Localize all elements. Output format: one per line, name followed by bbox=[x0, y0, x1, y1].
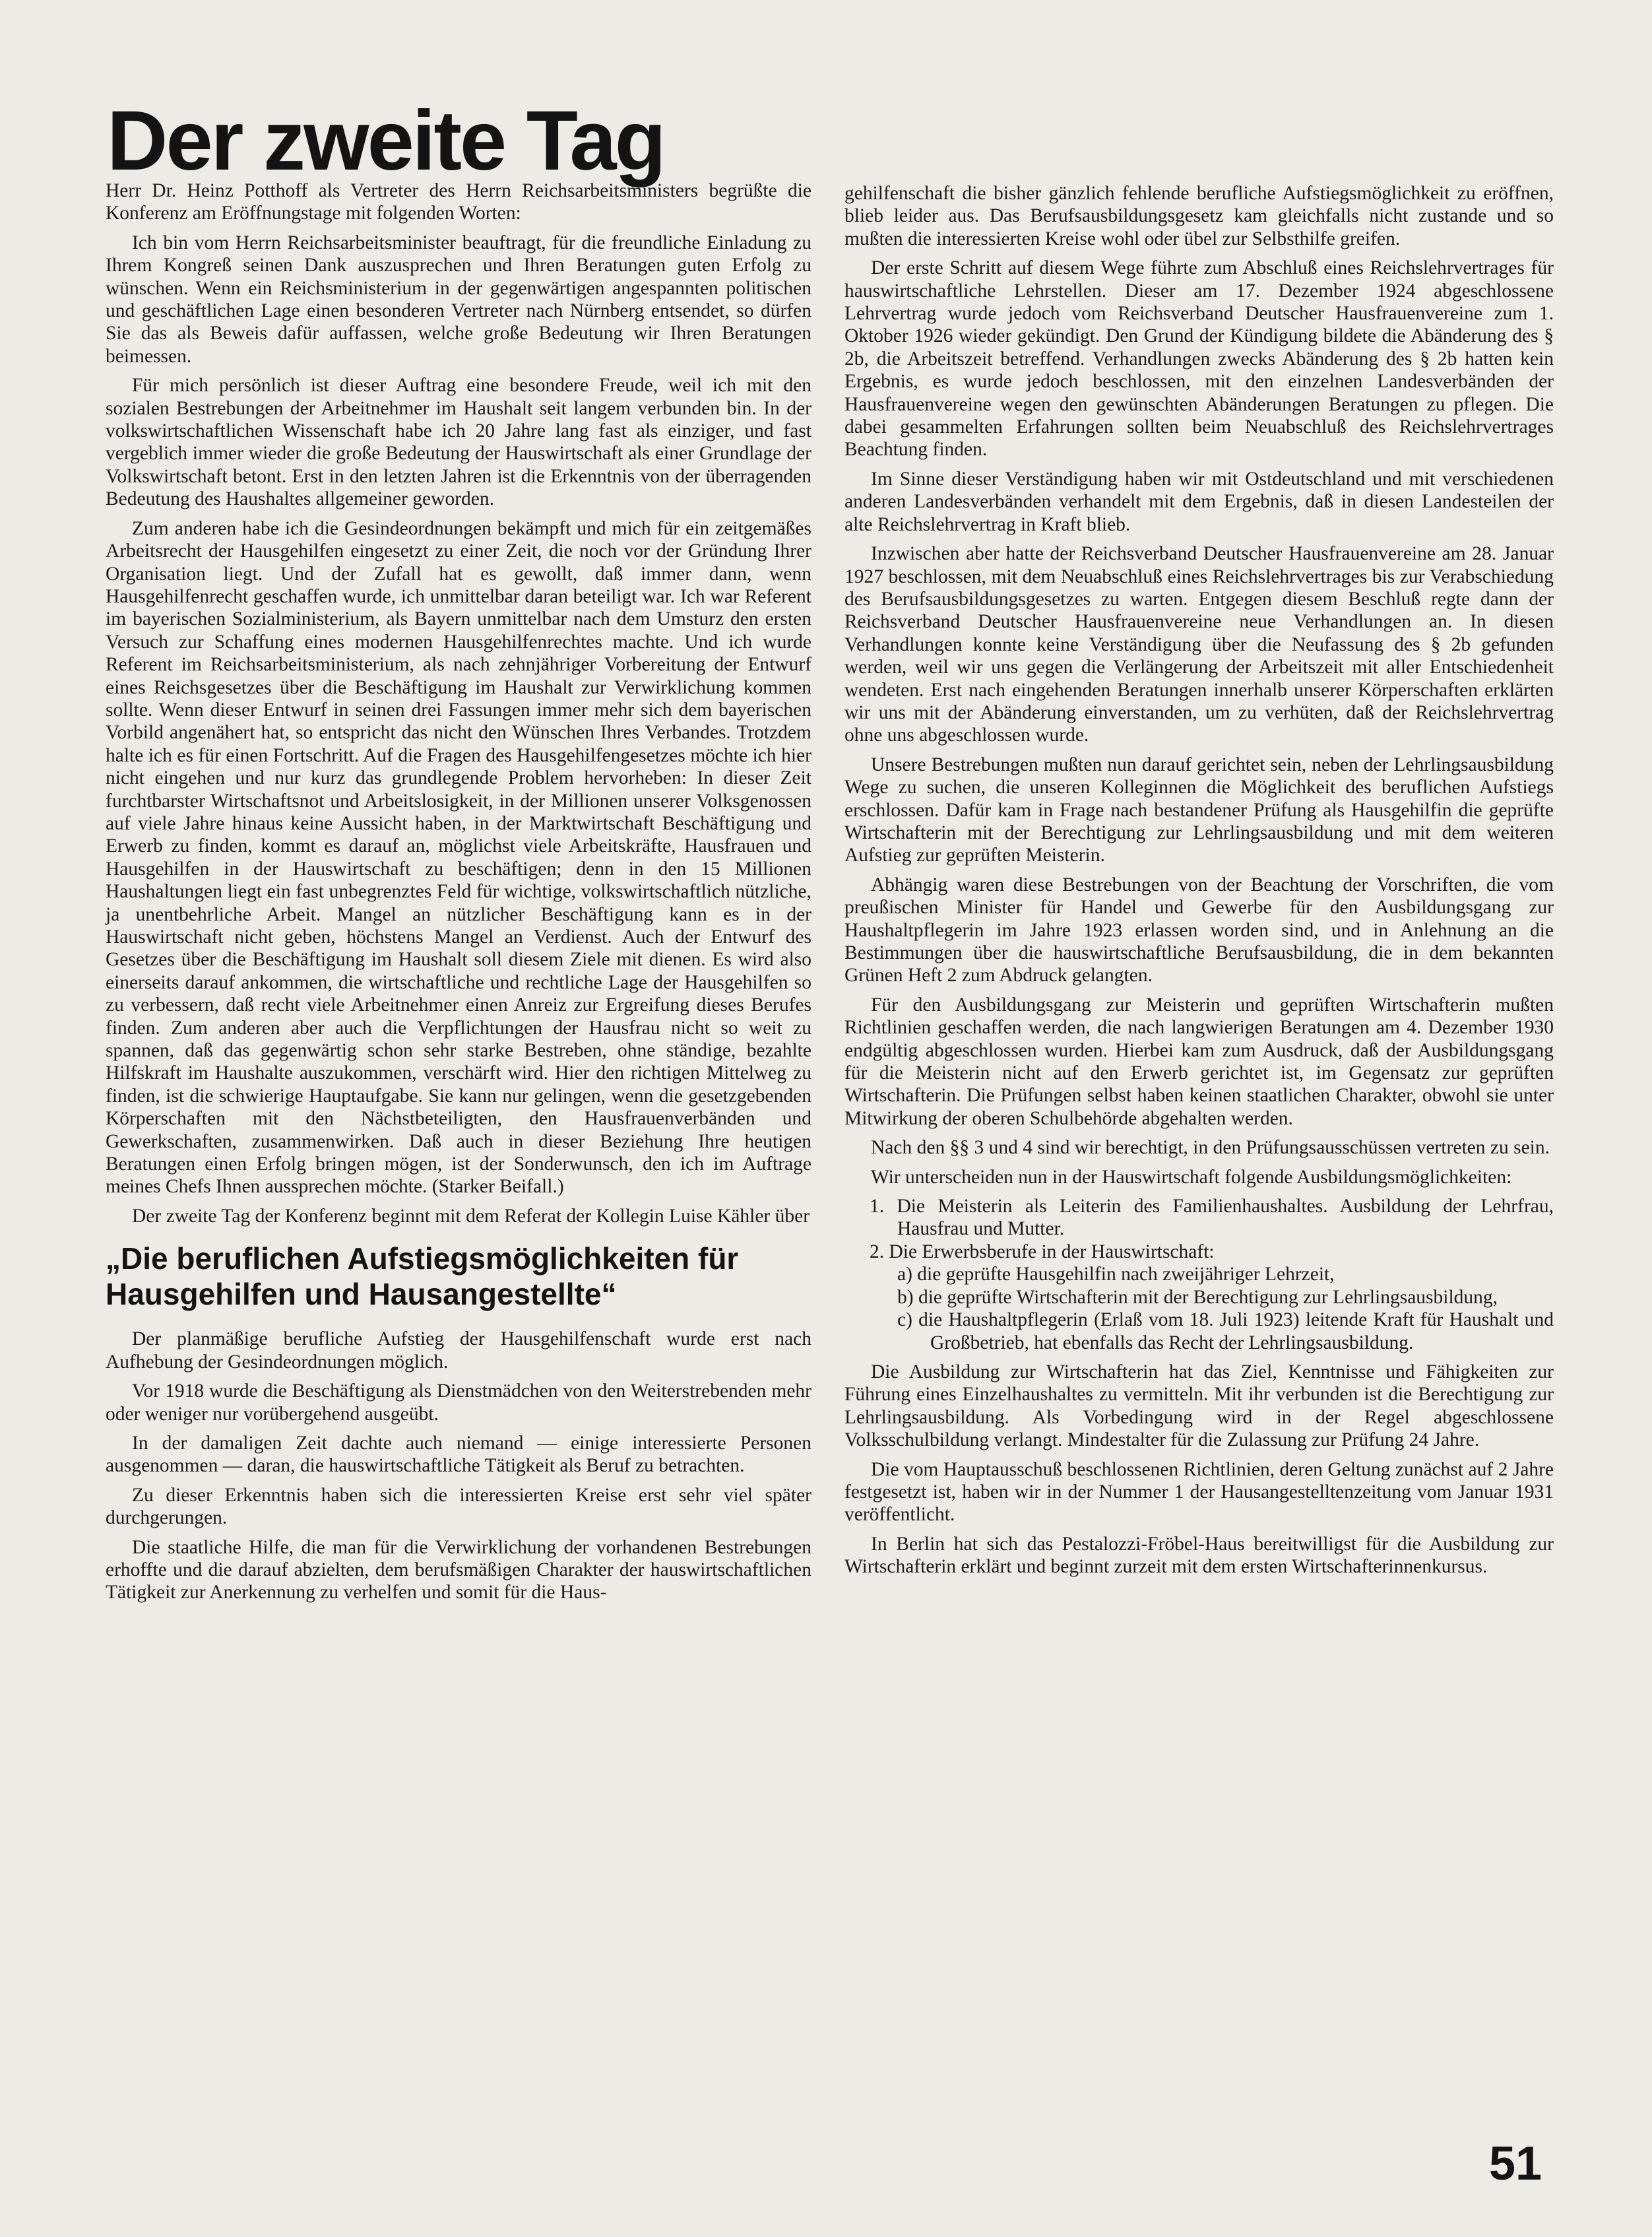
body-paragraph: Vor 1918 wurde die Beschäftigung als Dienstmädchen von den Weiterstrebenden mehr oder weniger nur vorübergehend ausgeübt. bbox=[106, 1380, 811, 1425]
body-paragraph: Abhängig waren diese Bestrebungen von der Beachtung der Vorschriften, die vom preußischen Minister für Handel und Gewerbe für den Ausbildungsgang zur Haushaltpflegerin im Jahre 1923 erlassen worden sind, und in Anlehnung an die Bestimmungen über die hauswirtschaftliche Berufsausbildung, die in dem bekannten Grünen Heft 2 zum Abdruck gelangten. bbox=[844, 874, 1554, 987]
left-column bbox=[106, 179, 811, 1611]
body-paragraph: Wir unterscheiden nun in der Hauswirtschaft folgende Ausbildungsmöglichkeiten: bbox=[871, 1166, 1512, 1188]
body-paragraph: Unsere Bestrebungen mußten nun darauf gerichtet sein, neben der Lehrlingsausbildung Wege zu suchen, die unseren Kolleginnen die Möglichkeit des beruflichen Aufstiegs erschlossen. Dafür kam in Frage nach bestandener Prüfung als Hausgehilfin die geprüfte Wirtschafterin mit der Berechtigung zur Lehrlingsausbildung und mit dem weiteren Aufstieg zur geprüften Meisterin. bbox=[844, 754, 1554, 866]
list-item: 1. Die Meisterin als Leiterin des Familienhaushaltes. Ausbildung der Lehrfrau, Hausfrau und Mutter. bbox=[870, 1196, 1554, 1240]
body-paragraph: Für den Ausbildungsgang zur Meisterin und geprüften Wirtschafterin mußten Richtlinien geschaffen werden, die nach langwierigen Beratungen am 4. Dezember 1930 endgültig abgeschlossen wurden. Hierbei kam zum Ausdruck, daß der Ausbildungsgang für die Meisterin nicht auf den Erwerb gerichtet ist, im Gegensatz zur geprüften Wirtschafterin. Die Prüfungen selbst haben keinen staatlichen Charakter, obwohl sie unter Mitwirkung der oberen Schulbehörde abgehalten werden. bbox=[844, 994, 1554, 1129]
body-paragraph: Inzwischen aber hatte der Reichsverband Deutscher Hausfrauenvereine am 28. Januar 1927 beschlossen, mit dem Neuabschluß eines Reichslehrvertrages bis zur Verabschiedung des Berufsausbildungsgesetzes zu warten. Entgegen diesem Beschluß regte dann der Reichsverband Deutscher Hausfrauenvereine neue Verhandlungen an. In diesen Verhandlungen konnte keine Verständigung über die Neufassung des § 2b gefunden werden, weil wir uns gegen die Verlängerung der Arbeitszeit mit aller Entschiedenheit wendeten. Erst nach eingehenden Beratungen innerhalb unserer Körperschaften erklärten wir uns mit der Abänderung einverstanden, um zu verhüten, daß der Reichslehrvertrag ohne uns abgeschlossen wurde. bbox=[844, 543, 1554, 746]
sub-list-item: b) die geprüfte Wirtschafterin mit der Berechtigung zur Lehrlingsausbildung, bbox=[897, 1286, 1498, 1308]
speech-paragraph: Für mich persönlich ist dieser Auftrag eine besondere Freude, weil ich mit den sozialen Bestrebungen der Arbeitnehmer im Haushalt seit langem verbunden bin. In der volkswirtschaftlichen Wissenschaft habe ich 20 Jahre lang fast als einziger, und fast vergeblich immer wieder die große Bedeutung der Hauswirtschaft als einer Grundlage der Volkswirtschaft betont. Erst in den letzten Jahren ist die Erkenntnis von der überragenden Bedeutung des Haushaltes allgemeiner geworden. bbox=[106, 375, 811, 510]
body-paragraph: Zu dieser Erkenntnis haben sich die interessierten Kreise erst sehr viel später durchgerungen. bbox=[106, 1484, 811, 1529]
page-number: 51 bbox=[1489, 2137, 1542, 2190]
intro-paragraph: Herr Dr. Heinz Potthoff als Vertreter des Herrn Reichsarbeitsministers begrüßte die Konferenz am Eröffnungstage mit folgenden Worten: bbox=[106, 180, 811, 224]
continued-paragraph: gehilfenschaft die bisher gänzlich fehlende berufliche Aufstiegsmöglichkeit zu eröffnen, blieb leider aus. Das Berufsausbildungsgesetz kam gleichfalls nicht zustande und so mußten die interessierten Kreise wohl oder übel zur Selbsthilfe greifen. bbox=[844, 183, 1554, 249]
body-paragraph: Im Sinne dieser Verständigung haben wir mit Ostdeutschland und mit verschiedenen anderen Landesverbänden verhandelt mit dem Ergebnis, daß in diesen Landesteilen der alte Reichslehrvertrag in Kraft blieb. bbox=[844, 468, 1554, 535]
section-subheadline: „Die beruflichen Aufstiegsmöglichkeiten für Hausgehilfen und Hausangestellte“ bbox=[106, 1241, 739, 1312]
body-paragraph: Der planmäßige berufliche Aufstieg der Hausgehilfenschaft wurde erst nach Aufhebung der Gesindeordnungen möglich. bbox=[106, 1328, 811, 1373]
sub-list-item: c) die Haushaltpflegerin (Erlaß vom 18. Juli 1923) leitende Kraft für Haushalt und Großbetrieb, hat ebenfalls das Recht der Lehrlingsausbildung. bbox=[897, 1309, 1554, 1353]
article-headline: Der zweite Tag bbox=[107, 94, 664, 188]
body-paragraph: In der damaligen Zeit dachte auch niemand — einige interessierte Personen ausgenommen — daran, die hauswirtschaftliche Tätigkeit als Beruf zu betrachten. bbox=[106, 1432, 811, 1477]
body-paragraph: Der erste Schritt auf diesem Wege führte zum Abschluß eines Reichslehrvertrages für hauswirtschaftliche Lehrstellen. Dieser am 17. Dezember 1924 abgeschlossene Lehrvertrag wurde jedoch vom Reichsverband Deutscher Hausfrauenvereine zum 1. Oktober 1926 wieder gekündigt. Den Grund der Kündigung bildete die Abänderung des § 2b, die Arbeitszeit betreffend. Verhandlungen zwecks Abänderung des § 2b hatten kein Ergebnis, es wurde jedoch beschlossen, mit den einzelnen Landesverbänden der Hausfrauenvereine wegen den gewünschten Abänderungen Beratungen zu pflegen. Die dabei gesammelten Erfahrungen sollten beim Neuabschluß des Reichslehrvertrages Beachtung finden. bbox=[844, 257, 1554, 461]
body-paragraph: Die vom Hauptausschuß beschlossenen Richtlinien, deren Geltung zunächst auf 2 Jahre festgesetzt ist, haben wir in der Nummer 1 der Hausangestelltenzeitung vom Januar 1931 veröffentlicht. bbox=[844, 1458, 1554, 1526]
body-paragraph: Die staatliche Hilfe, die man für die Verwirklichung der vorhandenen Bestrebungen erhoffte und die darauf abzielten, dem berufsmäßigen Charakter der hauswirtschaftlichen Tätigkeit zur Anerkennung zu verhelfen und somit für die Haus- bbox=[106, 1536, 811, 1604]
training-options-list bbox=[844, 1195, 1554, 1354]
body-paragraph: In Berlin hat sich das Pestalozzi-Fröbel-Haus bereitwilligst für die Ausbildung zur Wirtschafterin erklärt und beginnt zurzeit mit dem ersten Wirtschafterinnenkursus. bbox=[844, 1533, 1554, 1578]
list-item: 2. Die Erwerbsberufe in der Hauswirtschaft: bbox=[870, 1241, 1215, 1262]
sub-list-item: a) die geprüfte Hausgehilfin nach zweijähriger Lehrzeit, bbox=[897, 1264, 1335, 1285]
speech-paragraph: Ich bin vom Herrn Reichsarbeitsminister beauftragt, für die freundliche Einladung zu Ihrem Kongreß seinen Dank auszusprechen und Ihren Beratungen guten Erfolg zu wünschen. Wenn ein Reichsministerium in der gegenwärtigen angespannten politischen und geschäftlichen Lage einen besonderen Vertreter nach Nürnberg entsendet, so dürfen Sie das als Beweis dafür auffassen, welche große Bedeutung wir Ihren Beratungen beimessen. bbox=[106, 232, 811, 367]
transition-paragraph: Der zweite Tag der Konferenz beginnt mit dem Referat der Kollegin Luise Kähler über bbox=[132, 1205, 810, 1227]
right-column bbox=[844, 182, 1554, 1585]
body-paragraph: Die Ausbildung zur Wirtschafterin hat das Ziel, Kenntnisse und Fähigkeiten zur Führung eines Einzelhaushaltes zu vermitteln. Mit ihr verbunden ist die Berechtigung zur Lehrlingsausbildung. Als Vorbedingung wird in der Regel abgeschlossene Volksschulbildung verlangt. Mindestalter für die Zulassung zur Prüfung 24 Jahre. bbox=[844, 1361, 1554, 1451]
speech-paragraph: Zum anderen habe ich die Gesindeordnungen bekämpft und mich für ein zeitgemäßes Arbeitsrecht der Hausgehilfen eingesetzt zu einer Zeit, die noch vor der Gründung Ihrer Organisation liegt. Und der Zufall hat es gewollt, daß immer dann, wenn Hausgehilfenrecht geschaffen wurde, ich unmittelbar daran beteiligt war. Ich war Referent im bayerischen Sozialministerium, als Bayern unmittelbar nach dem Umsturz den ersten Versuch zur Schaffung eines modernen Hausgehilfenrechtes machte. Und ich wurde Referent im Reichsarbeitsministerium, als nach zehnjähriger Vorbereitung der Entwurf eines Reichsgesetzes über die Beschäftigung im Haushalt zur Verwirklichung kommen sollte. Wenn dieser Entwurf in seinen drei Fassungen immer mehr sich dem bayerischen Vorbild angenähert hat, so entspricht das nicht den Wünschen Ihres Verbandes. Trotzdem halte ich es für einen Fortschritt. Auf die Fragen des Hausgehilfengesetzes möchte ich hier nicht eingehen und nur kurz das grundlegende Problem hervorheben: In dieser Zeit furchtbarster Wirtschaftsnot und Arbeitslosigkeit, in der Millionen unserer Volksgenossen auf viele Jahre hinaus keine Aussicht haben, in der Marktwirtschaft Beschäftigung und Erwerb zu finden, kommt es darauf an, möglichst viele Arbeitskräfte, Hausfrauen und Hausgehilfen in der Hauswirtschaft zu beschäftigen; denn in den 15 Millionen Haushaltungen liegt ein fast unbegrenztes Feld für wichtige, volkswirtschaftlich nützliche, ja unentbehrliche Arbeit. Mangel an nützlicher Beschäftigung kann es in der Hauswirtschaft nicht geben, höchstens Mangel an Verdienst. Auch der Entwurf des Gesetzes über die Beschäftigung im Haushalt soll diesem Ziele mit dienen. Es wird also einerseits darauf ankommen, die wirtschaftliche und rechtliche Lage der Hausgehilfen so zu verbessern, daß recht viele Arbeitnehmer einen Anreiz zur Ergreifung dieses Berufes finden. Zum anderen aber auch die Verpflichtungen der Hausfrau nicht so weit zu spannen, daß das gegenwärtig schon sehr starke Bestreben, ohne ständige, bezahlte Hilfskraft im Haushalte auszukommen, verschärft wird. Hier den richtigen Mittelweg zu finden, ist die schwierige Hauptaufgabe. Sie kann nur gelingen, wenn die gesetzgebenden Körperschaften mit den Nächstbeteiligten, den Hausfrauenverbänden und Gewerkschaften, zusammenwirken. Daß auch in dieser Beziehung Ihre heutigen Beratungen einen Erfolg bringen mögen, ist der Sonderwunsch, den ich im Auftrage meines Chefs Ihnen aussprechen möchte. (Starker Beifall.) bbox=[106, 517, 811, 1198]
body-paragraph: Nach den §§ 3 und 4 sind wir berechtigt, in den Prüfungsausschüssen vertreten zu sein. bbox=[871, 1137, 1550, 1159]
